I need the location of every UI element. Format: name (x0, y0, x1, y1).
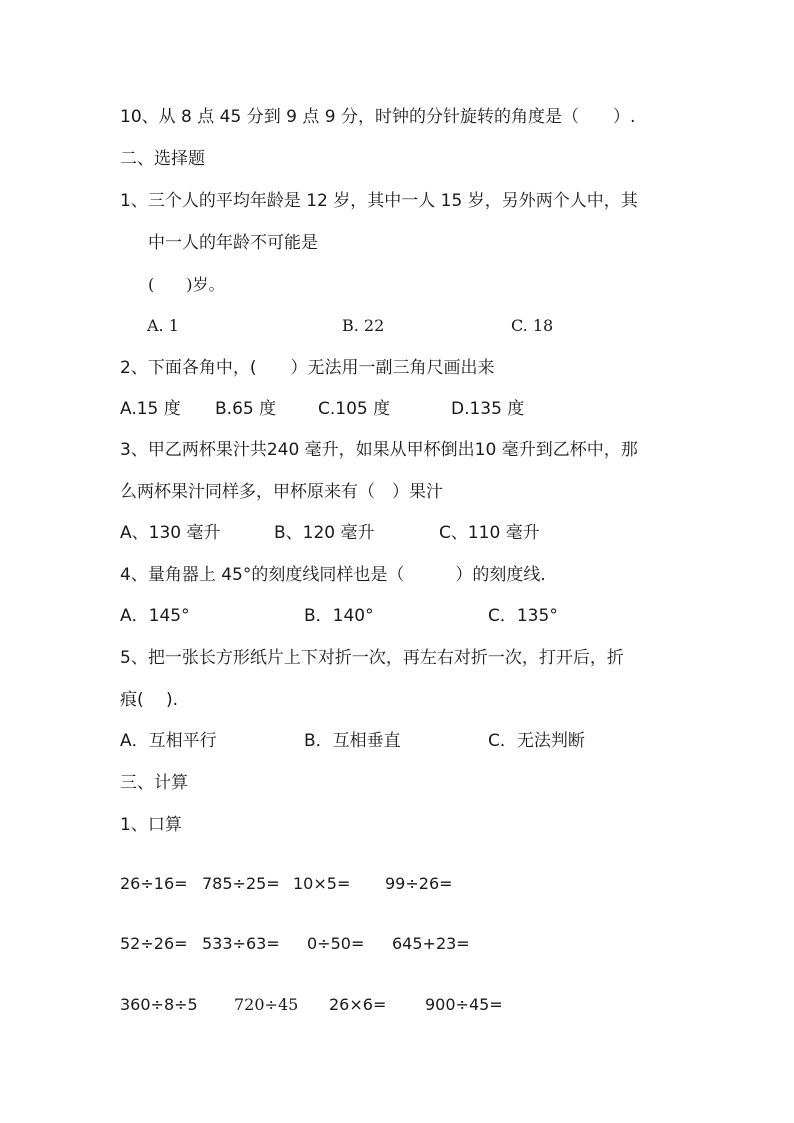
subsection-mental-math: 1、口算 (120, 815, 182, 835)
option-b: B．互相垂直 (304, 731, 401, 751)
option-a: A. 1 (147, 316, 179, 335)
option-a: A、130 毫升 (120, 523, 221, 543)
calc-item: 785÷25= (202, 874, 280, 893)
option-d: D.135 度 (451, 399, 525, 419)
question-10-text: 10、从 8 点 45 分到 9 点 9 分，时钟的分针旋转的角度是（ ）. (120, 107, 636, 127)
question-3-text-line1: 3、甲乙两杯果汁共240 毫升，如果从甲杯倒出10 毫升到乙杯中，那 (120, 440, 638, 460)
calc-item: 52÷26= (120, 934, 188, 953)
option-c: C．无法判断 (488, 731, 585, 751)
question-2-options (120, 397, 720, 421)
calc-item: 645+23= (392, 934, 470, 953)
question-4-options (120, 604, 720, 628)
section-heading-calc: 三、计算 (120, 773, 188, 793)
question-2-text: 2、下面各角中，( ）无法用一副三角尺画出来 (120, 358, 495, 378)
question-3-options (120, 521, 720, 545)
question-3-text-line2: 么两杯果汁同样多，甲杯原来有（ ）果汁 (120, 482, 443, 502)
option-a: A.15 度 (120, 399, 181, 419)
calc-item: 10×5= (293, 874, 351, 893)
question-4-text: 4、量角器上 45°的刻度线同样也是（ ）的刻度线. (120, 565, 546, 585)
question-5-text-line1: 5、把一张长方形纸片上下对折一次，再左右对折一次，打开后，折 (120, 648, 624, 668)
option-c: C.105 度 (318, 399, 391, 419)
calc-item: 26÷16= (120, 874, 188, 893)
question-5-text-line2: 痕( ). (120, 690, 179, 710)
option-b: B.65 度 (215, 399, 277, 419)
question-1-blank: ( )岁。 (148, 275, 225, 294)
question-1-options (120, 314, 720, 338)
calc-item: 360÷8÷5 (120, 995, 198, 1014)
section-heading-choice: 二、选择题 (120, 149, 205, 169)
calc-item: 533÷63= (202, 934, 280, 953)
option-b: B、120 毫升 (274, 523, 375, 543)
question-1-text-line1: 1、三个人的平均年龄是 12 岁，其中一人 15 岁，另外两个人中，其 (120, 191, 638, 211)
question-5-options (120, 729, 720, 753)
option-b: B. 22 (342, 316, 385, 335)
question-1-text-line2: 中一人的年龄不可能是 (148, 233, 318, 253)
option-a: A．互相平行 (120, 731, 217, 751)
calc-item: 720÷45 (234, 995, 299, 1014)
calc-item: 99÷26= (385, 874, 453, 893)
calc-item: 26×6= (329, 995, 387, 1014)
option-c: C. 18 (511, 316, 554, 335)
option-b: B．140° (304, 606, 374, 626)
option-a: A．145° (120, 606, 190, 626)
option-c: C．135° (488, 606, 558, 626)
calc-item: 900÷45= (425, 995, 503, 1014)
option-c: C、110 毫升 (439, 523, 540, 543)
calc-item: 0÷50= (307, 934, 365, 953)
